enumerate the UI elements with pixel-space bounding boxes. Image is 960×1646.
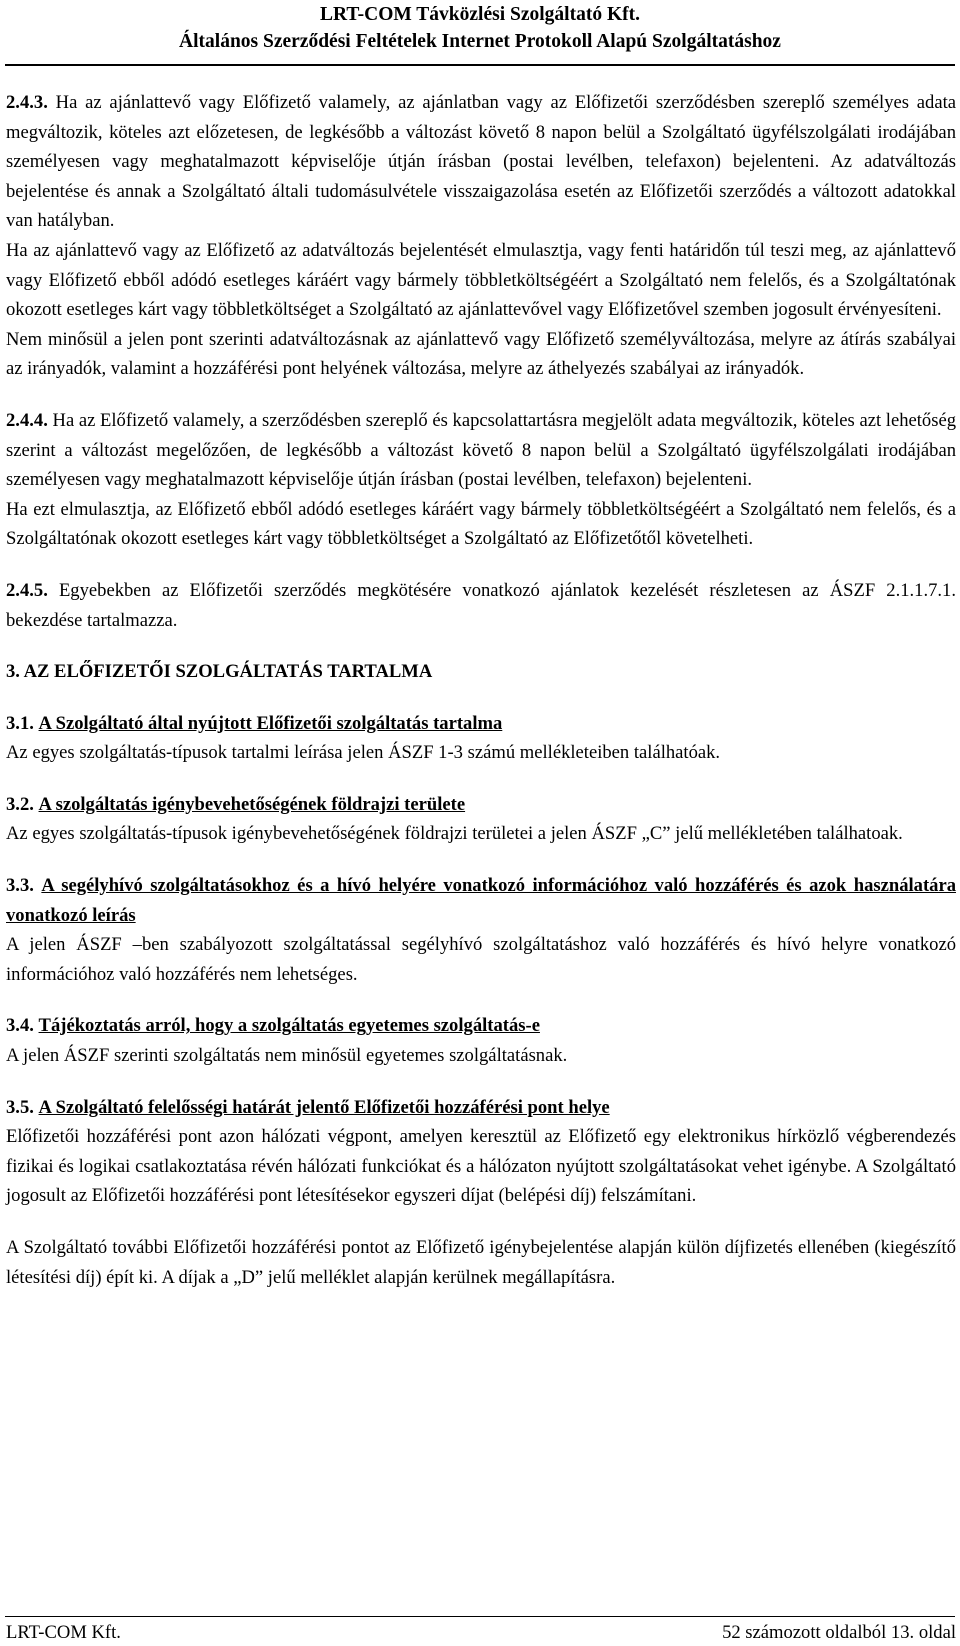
section-3-4-body: A jelen ÁSZF szerinti szolgáltatás nem minősül egyetemes szolgáltatásnak.	[6, 1045, 568, 1067]
section-3-3-body: A jelen ÁSZF –ben szabályozott szolgáltatással segélyhívó szolgáltatáshoz való hozzáférés és hívó helyre vonatkozó információhoz való hozzáférés nem lehetséges.	[6, 934, 956, 985]
section-number: 3.4.	[6, 1015, 34, 1037]
section-number: 3.2.	[6, 793, 34, 815]
footer-company: LRT-COM Kft.	[6, 1622, 121, 1643]
section-3-4-heading	[6, 1011, 956, 1041]
section-2-4-3-paragraph-3: Nem minősül a jelen pont szerinti adatváltozásnak az ajánlattevő vagy Előfizető személyváltozása, melyre az átírás szabályai az irányadók, valamint a hozzáférési pont helyének változása, melyre az áthelyezés szabályai az irányadók.	[6, 328, 956, 380]
document-body	[6, 88, 956, 1292]
section-title: A segélyhívó szolgáltatásokhoz és a hívó helyére vonatkozó információhoz való hozzáférés és azok használatára vonatkozó leírás	[6, 875, 956, 926]
section-number: 2.4.3.	[6, 92, 48, 113]
section-number: 3.3.	[6, 875, 34, 897]
header-divider	[5, 64, 955, 66]
paragraph-text: Egyebekben az Előfizetői szerződés megkötésére vonatkozó ajánlatok kezelését részletesen az ÁSZF 2.1.1.7.1. bekezdése tartalmazza.	[6, 579, 956, 631]
section-number: 3.5.	[6, 1096, 34, 1118]
section-number: 3.1.	[6, 712, 34, 734]
section-3-1-heading	[6, 709, 956, 739]
section-2-4-4-paragraph-2: Ha ezt elmulasztja, az Előfizető ebből adódó esetleges káráért vagy bármely többletköltségéért a Szolgáltató nem felelős, és a Szolgáltatónak okozott esetleges kárt vagy többletköltséget a Szolgáltató az Előfizetőtől követelheti.	[6, 498, 956, 550]
section-3-5-heading	[6, 1093, 956, 1123]
footer-page-number: 52 számozott oldalból 13. oldal	[722, 1622, 956, 1643]
footer-divider	[5, 1616, 955, 1617]
section-title: Tájékoztatás arról, hogy a szolgáltatás egyetemes szolgáltatás-e	[38, 1015, 540, 1037]
section-3-2-heading	[6, 790, 956, 820]
header-company: LRT-COM Távközlési Szolgáltató Kft.	[320, 4, 640, 25]
section-2-4-5-paragraph	[6, 576, 956, 635]
section-3-2-body: Az egyes szolgáltatás-típusok igénybevehetőségének földrajzi területei a jelen ÁSZF „C” jelű mellékletében találhatoak.	[6, 823, 903, 845]
section-3-5-paragraph-1: Előfizetői hozzáférési pont azon hálózati végpont, amelyen keresztül az Előfizető egy elektronikus hírközlő végberendezés fizikai és logikai csatlakoztatása révén hálózati funkciókat és a hálózaton nyújtott szolgáltatásokat vehet igénybe. A Szolgáltató jogosult az Előfizetői hozzáférési pont létesítésekor egyszeri díjat (belépési díj) felszámítani.	[6, 1126, 956, 1207]
paragraph-text: Ha az ajánlattevő vagy Előfizető valamely, az ajánlatban vagy az Előfizetői szerződésben szereplő személyes adata megváltozik, köteles azt előzetesen, de legkésőbb a változást követő 8 napon belül a Szolgáltató ügyfélszolgálati irodájában személyesen vagy meghatalmazott képviselője útján írásban (postai levélben, telefaxon) bejelenteni. Az adatváltozás bejelentése és annak a Szolgáltató általi tudomásulvétele visszaigazolása esetén az Előfizetői szerződés a változott adatokkal van hatályban.	[6, 92, 957, 232]
paragraph-text: Ha az Előfizető valamely, a szerződésben szereplő és kapcsolattartásra megjelölt adata megváltozik, köteles azt lehetőség szerint a változást megelőzően, de legkésőbb a változást követő 8 napon belül a Szolgáltató ügyfélszolgálati irodájában személyesen vagy meghatalmazott képviselője útján írásban (postai levélben, telefaxon) bejelenteni.	[6, 409, 956, 491]
section-title: A Szolgáltató felelősségi határát jelentő Előfizetői hozzáférési pont helye	[38, 1096, 610, 1118]
section-3-3-heading	[6, 871, 956, 930]
header-doc-title: Általános Szerződési Feltételek Internet Protokoll Alapú Szolgáltatáshoz	[179, 31, 781, 52]
section-2-4-4-paragraph-1	[6, 406, 956, 495]
chapter-3-heading: 3. AZ ELŐFIZETŐI SZOLGÁLTATÁS TARTALMA	[6, 661, 433, 683]
section-number: 2.4.5.	[6, 579, 48, 601]
page-header	[0, 0, 960, 55]
section-number: 2.4.4.	[6, 409, 48, 431]
section-2-4-3-paragraph-1	[6, 88, 956, 236]
section-title: A szolgáltatás igénybevehetőségének földrajzi területe	[38, 793, 466, 815]
section-title: A Szolgáltató által nyújtott Előfizetői szolgáltatás tartalma	[38, 712, 503, 734]
section-2-4-3-paragraph-2: Ha az ajánlattevő vagy az Előfizető az adatváltozás bejelentését elmulasztja, vagy fenti határidőn túl teszi meg, az ajánlattevő vagy Előfizető ebből adódó esetleges káráért vagy bármely többletköltségéért a Szolgáltató nem felelős, és a Szolgáltatónak okozott esetleges kárt vagy többletköltséget a Szolgáltató az ajánlattevővel vagy Előfizetővel szemben jogosult érvényesíteni.	[6, 239, 956, 321]
section-3-1-body: Az egyes szolgáltatás-típusok tartalmi leírása jelen ÁSZF 1-3 számú mellékleteiben találhatóak.	[6, 742, 721, 764]
section-3-5-paragraph-2: A Szolgáltató további Előfizetői hozzáférési pontot az Előfizető igénybejelentése alapján külön díjfizetés ellenében (kiegészítő létesítési díj) épít ki. A díjak a „D” jelű melléklet alapján kerülnek megállapításra.	[6, 1237, 956, 1288]
